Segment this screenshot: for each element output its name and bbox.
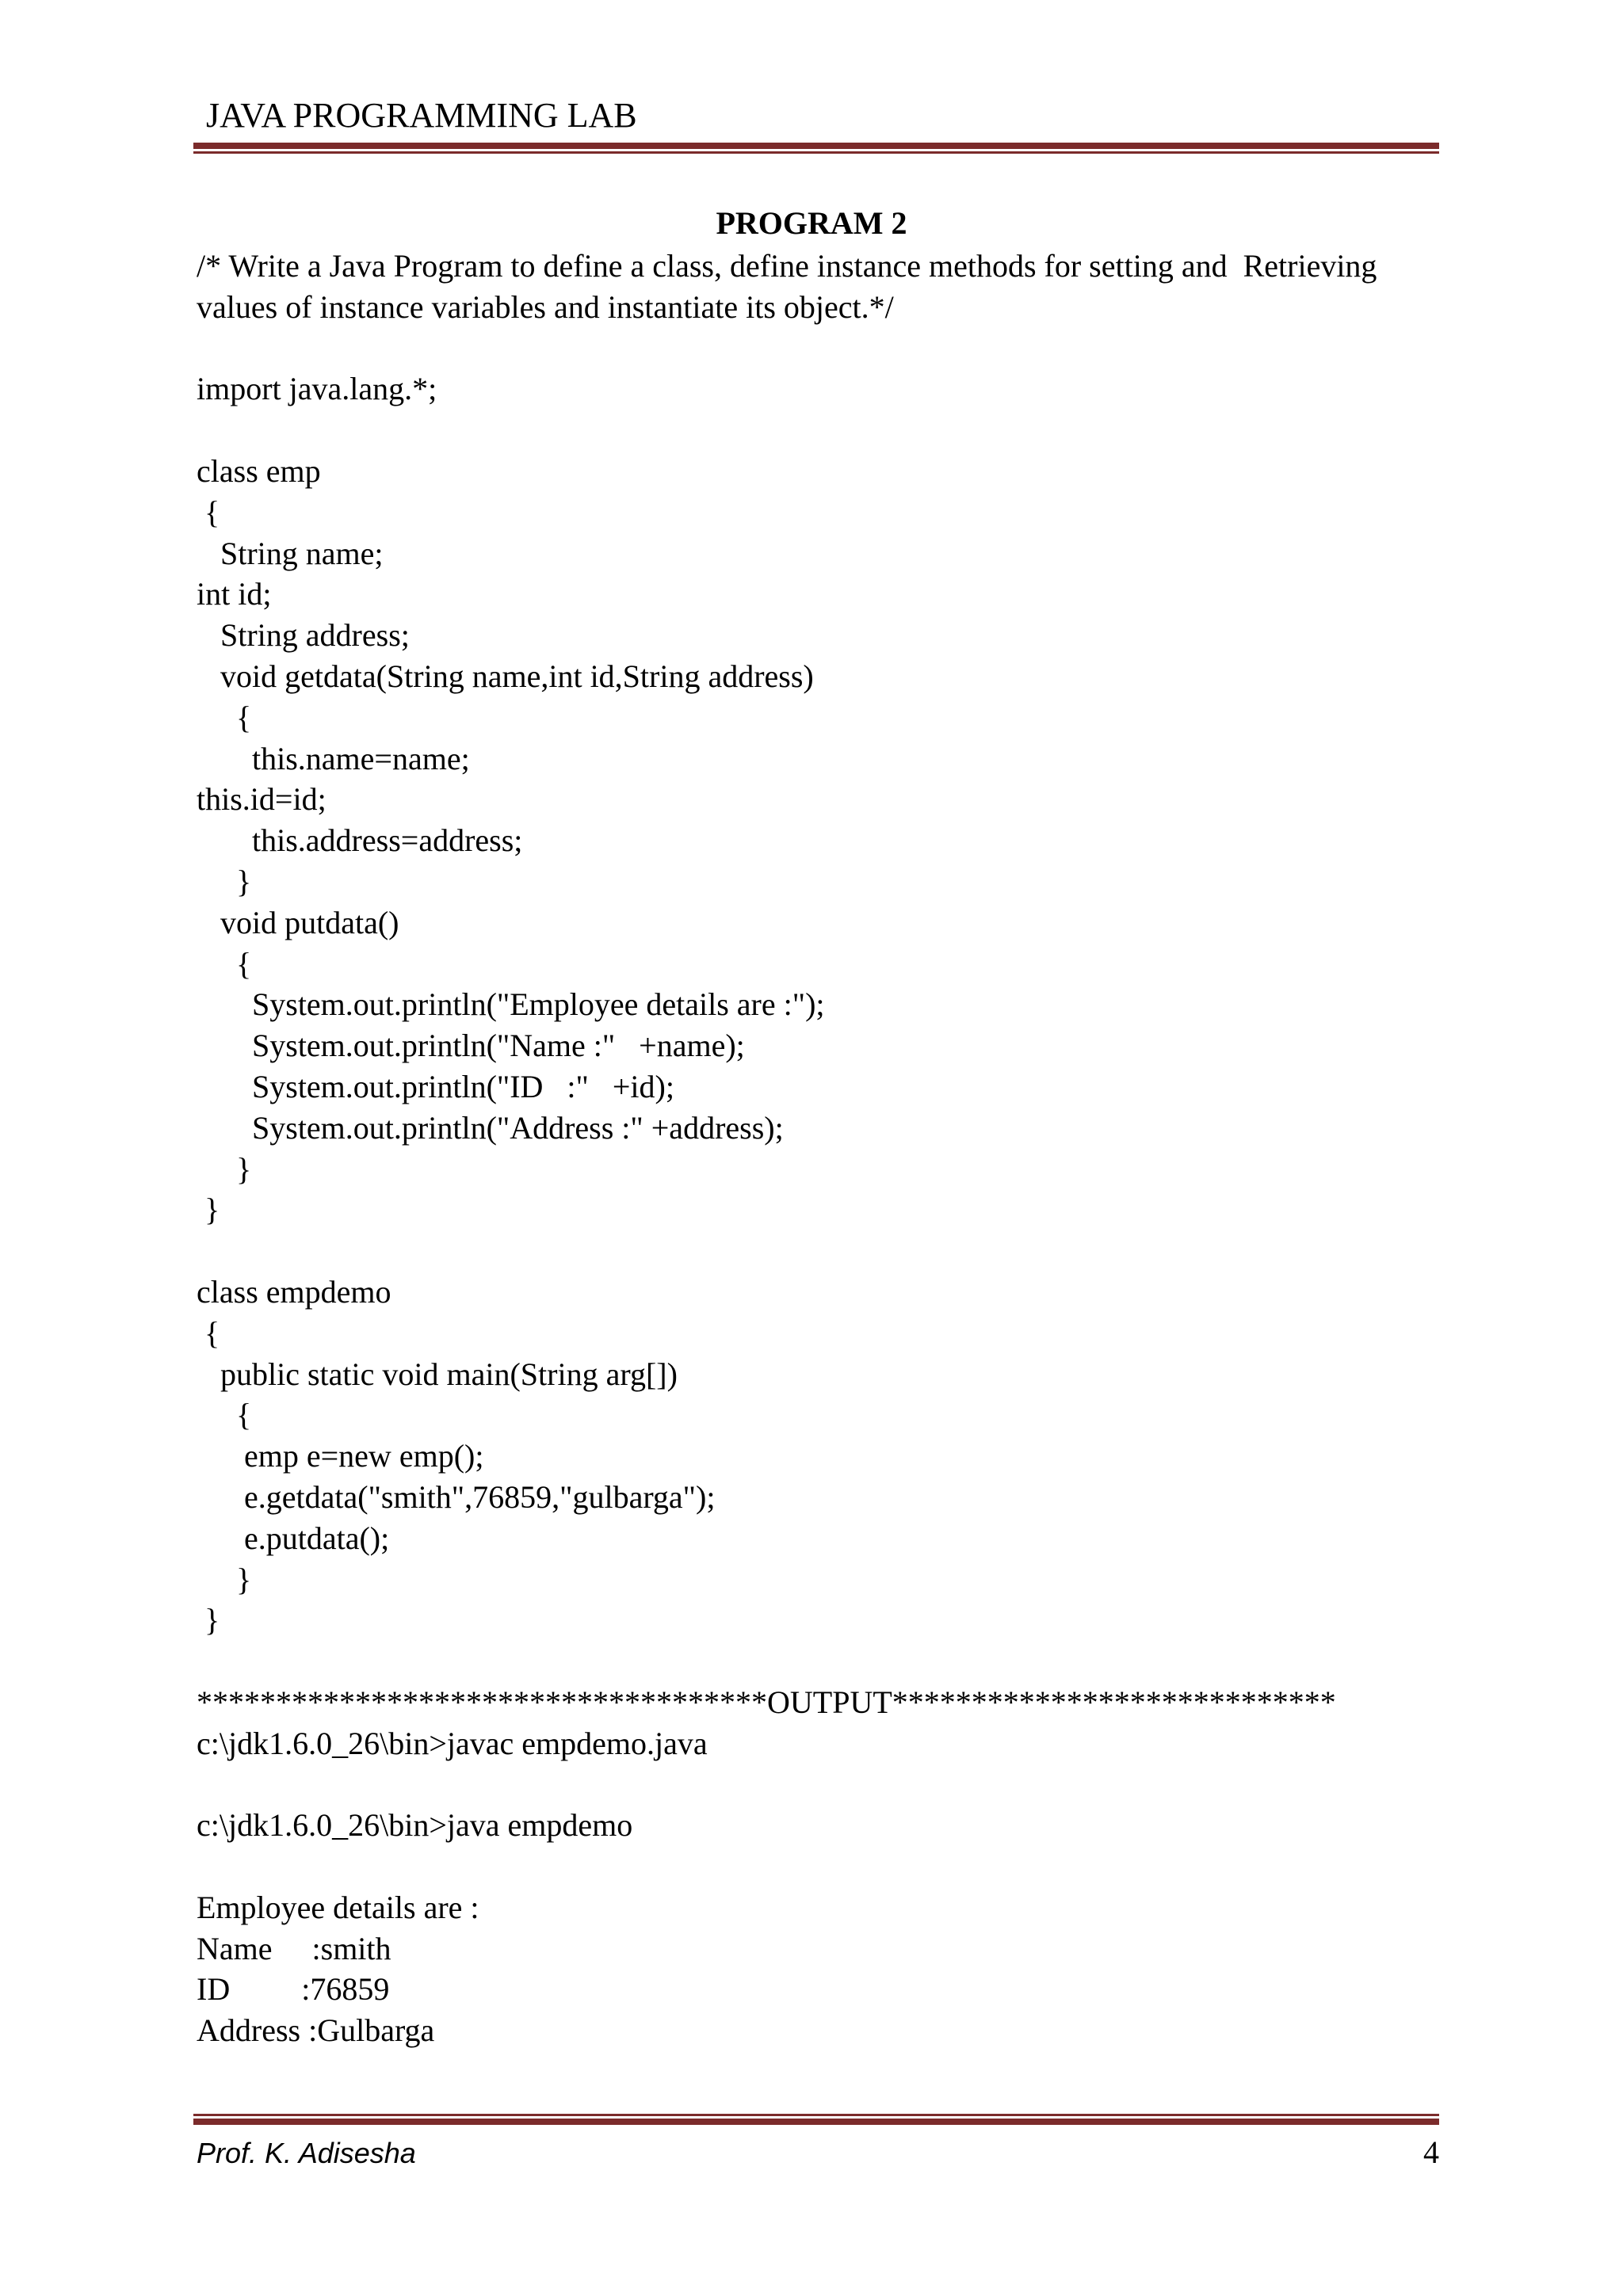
footer-author: Prof. K. Adisesha bbox=[197, 2137, 416, 2169]
text-line: System.out.println("Address :" +address); bbox=[197, 1109, 784, 1146]
program-title: PROGRAM 2 bbox=[716, 205, 907, 241]
text-line: class emp bbox=[197, 452, 321, 489]
text-line: } bbox=[197, 1150, 252, 1187]
footer-rule bbox=[193, 2114, 1439, 2128]
text-line: { bbox=[197, 494, 220, 530]
text-line: void getdata(String name,int id,String address) bbox=[197, 658, 814, 694]
text-line: /* Write a Java Program to define a class, define instance methods for setting and Retrieving bbox=[197, 248, 1377, 284]
text-line: String name; bbox=[197, 535, 384, 571]
text-line: System.out.println("Employee details are :"); bbox=[197, 986, 825, 1023]
footer-rule-thin bbox=[193, 2114, 1439, 2116]
text-line: ************************************OUTPUT**************************** bbox=[197, 1684, 1336, 1720]
document-body bbox=[197, 246, 1441, 2051]
header-rule-thick bbox=[193, 143, 1439, 149]
text-line bbox=[197, 328, 1441, 369]
text-line: Address :Gulbarga bbox=[197, 2012, 435, 2049]
text-line: { bbox=[197, 945, 252, 982]
header-rule-thin bbox=[193, 151, 1439, 154]
text-line: System.out.println("ID :" +id); bbox=[197, 1068, 674, 1104]
header-title: JAVA PROGRAMMING LAB bbox=[206, 96, 637, 135]
text-line: e.putdata(); bbox=[197, 1520, 390, 1556]
text-line: import java.lang.*; bbox=[197, 371, 437, 407]
text-line: { bbox=[197, 1397, 252, 1433]
text-line: { bbox=[197, 699, 252, 735]
text-line: c:\jdk1.6.0_26\bin>java empdemo bbox=[197, 1807, 633, 1844]
text-line bbox=[197, 1764, 1441, 1805]
text-line bbox=[197, 1230, 1441, 1272]
text-line: String address; bbox=[197, 617, 410, 654]
text-line: this.name=name; bbox=[197, 740, 470, 776]
text-line bbox=[197, 1641, 1441, 1682]
text-line: emp e=new emp(); bbox=[197, 1438, 484, 1474]
text-line: class empdemo bbox=[197, 1273, 391, 1310]
text-line: { bbox=[197, 1314, 220, 1351]
text-line: values of instance variables and instantiate its object.*/ bbox=[197, 288, 894, 325]
text-line: e.getdata("smith",76859,"gulbarga"); bbox=[197, 1478, 716, 1515]
header-rule bbox=[193, 143, 1439, 157]
text-line: } bbox=[197, 1561, 252, 1597]
text-line bbox=[197, 410, 1441, 451]
text-line: } bbox=[197, 863, 252, 899]
text-line: c:\jdk1.6.0_26\bin>javac empdemo.java bbox=[197, 1725, 708, 1761]
text-line bbox=[197, 1846, 1441, 1887]
footer-rule-thick bbox=[193, 2119, 1439, 2125]
text-line: void putdata() bbox=[197, 904, 399, 940]
text-line: Employee details are : bbox=[197, 1889, 479, 1925]
text-line: this.address=address; bbox=[197, 822, 523, 859]
text-line: int id; bbox=[197, 576, 272, 612]
text-line: this.id=id; bbox=[197, 781, 327, 818]
text-line: ID :76859 bbox=[197, 1971, 390, 2008]
text-line: } bbox=[197, 1192, 220, 1228]
text-line: public static void main(String arg[]) bbox=[197, 1356, 678, 1392]
text-line: System.out.println("Name :" +name); bbox=[197, 1028, 745, 1064]
text-line: } bbox=[197, 1602, 220, 1638]
text-line: Name :smith bbox=[197, 1930, 391, 1966]
page-number: 4 bbox=[1423, 2134, 1439, 2170]
